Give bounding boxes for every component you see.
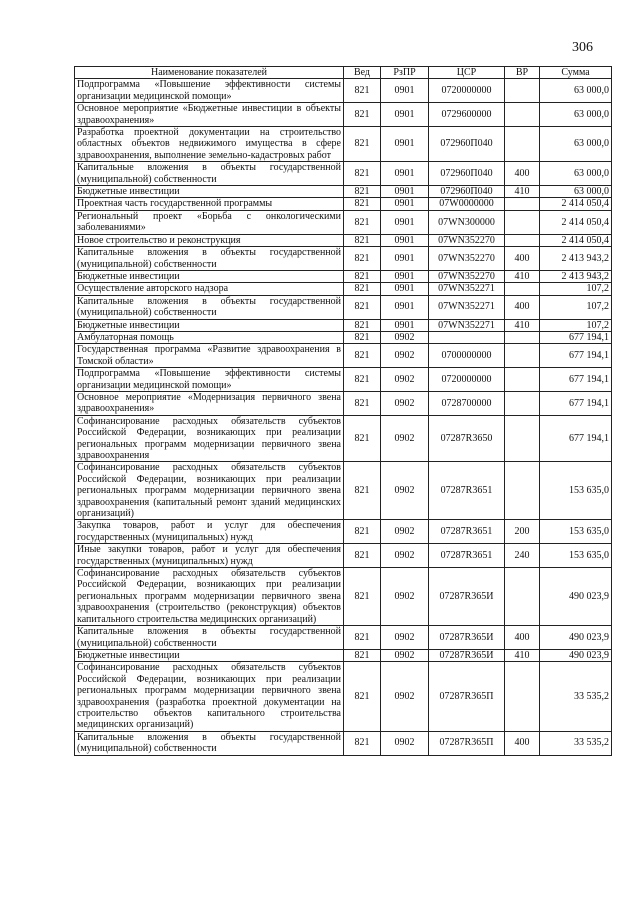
table-body [75, 79, 612, 755]
row-csr-cell: 07WN352271 [429, 295, 505, 319]
row-vr-cell: 240 [505, 544, 540, 568]
row-csr-cell: 07WN352271 [429, 283, 505, 295]
row-rzpr-cell: 0901 [381, 127, 429, 162]
row-vr-cell: 410 [505, 649, 540, 661]
row-vr-cell [505, 568, 540, 626]
table-row [75, 731, 612, 755]
row-name-cell: Подпрограмма «Повышение эффективности системы организации медицинской помощи» [75, 368, 344, 392]
row-sum-cell: 107,2 [540, 319, 612, 331]
row-name-cell: Бюджетные инвестиции [75, 649, 344, 661]
table-row [75, 210, 612, 234]
row-name-cell: Бюджетные инвестиции [75, 270, 344, 282]
row-name-cell: Капитальные вложения в объекты государственной (муниципальной) собственности [75, 626, 344, 650]
row-rzpr-cell: 0901 [381, 295, 429, 319]
row-ved-cell: 821 [344, 186, 381, 198]
row-sum-cell: 107,2 [540, 283, 612, 295]
row-name-cell: Основное мероприятие «Модернизация первичного звена здравоохранения» [75, 391, 344, 415]
row-sum-cell: 677 194,1 [540, 368, 612, 392]
table-row [75, 391, 612, 415]
row-rzpr-cell: 0901 [381, 234, 429, 246]
row-vr-cell: 400 [505, 731, 540, 755]
row-sum-cell: 2 413 943,2 [540, 270, 612, 282]
row-vr-cell: 410 [505, 270, 540, 282]
row-sum-cell: 63 000,0 [540, 103, 612, 127]
row-vr-cell [505, 79, 540, 103]
row-rzpr-cell: 0902 [381, 344, 429, 368]
table-row [75, 626, 612, 650]
row-csr-cell: 072960П040 [429, 162, 505, 186]
row-vr-cell: 410 [505, 186, 540, 198]
row-vr-cell [505, 368, 540, 392]
row-rzpr-cell: 0901 [381, 162, 429, 186]
header-name: Наименование показателей [75, 67, 344, 79]
row-sum-cell: 677 194,1 [540, 331, 612, 343]
table-row [75, 234, 612, 246]
table-row [75, 270, 612, 282]
table-row [75, 331, 612, 343]
row-csr-cell: 07W0000000 [429, 198, 505, 210]
row-sum-cell: 2 414 050,4 [540, 198, 612, 210]
row-name-cell: Осуществление авторского надзора [75, 283, 344, 295]
row-sum-cell: 677 194,1 [540, 344, 612, 368]
row-name-cell: Проектная часть государственной программы [75, 198, 344, 210]
row-rzpr-cell: 0902 [381, 368, 429, 392]
row-csr-cell: 0728700000 [429, 391, 505, 415]
row-rzpr-cell: 0902 [381, 626, 429, 650]
row-csr-cell: 07287R365И [429, 568, 505, 626]
row-csr-cell: 07WN352270 [429, 234, 505, 246]
row-name-cell: Бюджетные инвестиции [75, 319, 344, 331]
table-row [75, 283, 612, 295]
row-sum-cell: 2 413 943,2 [540, 247, 612, 271]
row-rzpr-cell: 0902 [381, 544, 429, 568]
row-vr-cell: 400 [505, 247, 540, 271]
row-sum-cell: 107,2 [540, 295, 612, 319]
row-rzpr-cell: 0902 [381, 662, 429, 731]
row-name-cell: Софинансирование расходных обязательств субъектов Российской Федерации, возникающих при реализации региональных программ модернизации первичного звена здравоохранения (капитальный ремонт зданий медицинских организаций) [75, 462, 344, 520]
row-name-cell: Закупка товаров, работ и услуг для обеспечения государственных (муниципальных) нужд [75, 520, 344, 544]
row-vr-cell: 410 [505, 319, 540, 331]
row-sum-cell: 2 414 050,4 [540, 210, 612, 234]
row-csr-cell: 07WN352271 [429, 319, 505, 331]
row-csr-cell: 07WN352270 [429, 270, 505, 282]
row-vr-cell [505, 103, 540, 127]
row-vr-cell [505, 391, 540, 415]
row-rzpr-cell: 0901 [381, 198, 429, 210]
table-row [75, 295, 612, 319]
row-csr-cell: 07287R365И [429, 649, 505, 661]
row-ved-cell: 821 [344, 649, 381, 661]
row-sum-cell: 153 635,0 [540, 462, 612, 520]
row-rzpr-cell: 0902 [381, 415, 429, 462]
table-row [75, 198, 612, 210]
row-csr-cell: 07WN300000 [429, 210, 505, 234]
row-rzpr-cell: 0901 [381, 210, 429, 234]
row-rzpr-cell: 0902 [381, 391, 429, 415]
row-csr-cell: 07287R3650 [429, 415, 505, 462]
row-name-cell: Разработка проектной документации на строительство областных объектов недвижимого имущества в сфере здравоохранения, выполнение земельно-кадастровых работ [75, 127, 344, 162]
table-row [75, 544, 612, 568]
row-ved-cell: 821 [344, 626, 381, 650]
row-name-cell: Софинансирование расходных обязательств субъектов Российской Федерации, возникающих при реализации региональных программ модернизации первичного звена здравоохранения (строительство (реконструкция) объектов капитального строительства медицинских организаций) [75, 568, 344, 626]
row-ved-cell: 821 [344, 662, 381, 731]
row-sum-cell: 63 000,0 [540, 127, 612, 162]
row-vr-cell [505, 198, 540, 210]
row-name-cell: Капитальные вложения в объекты государственной (муниципальной) собственности [75, 731, 344, 755]
row-vr-cell [505, 662, 540, 731]
row-vr-cell: 400 [505, 295, 540, 319]
row-rzpr-cell: 0901 [381, 79, 429, 103]
row-csr-cell: 07WN352270 [429, 247, 505, 271]
row-name-cell: Иные закупки товаров, работ и услуг для обеспечения государственных (муниципальных) нужд [75, 544, 344, 568]
header-sum: Сумма [540, 67, 612, 79]
row-ved-cell: 821 [344, 198, 381, 210]
row-csr-cell: 0700000000 [429, 344, 505, 368]
row-rzpr-cell: 0901 [381, 319, 429, 331]
row-rzpr-cell: 0902 [381, 649, 429, 661]
row-csr-cell: 07287R3651 [429, 544, 505, 568]
row-csr-cell: 0729600000 [429, 103, 505, 127]
row-name-cell: Бюджетные инвестиции [75, 186, 344, 198]
row-name-cell: Основное мероприятие «Бюджетные инвестиции в объекты здравоохранения» [75, 103, 344, 127]
row-rzpr-cell: 0901 [381, 103, 429, 127]
table-row [75, 662, 612, 731]
header-vr: ВР [505, 67, 540, 79]
header-ved: Вед [344, 67, 381, 79]
row-ved-cell: 821 [344, 331, 381, 343]
table-row [75, 568, 612, 626]
table-header [75, 67, 612, 79]
row-ved-cell: 821 [344, 127, 381, 162]
row-rzpr-cell: 0901 [381, 270, 429, 282]
row-sum-cell: 63 000,0 [540, 79, 612, 103]
row-ved-cell: 821 [344, 210, 381, 234]
row-sum-cell: 33 535,2 [540, 662, 612, 731]
row-sum-cell: 63 000,0 [540, 162, 612, 186]
row-sum-cell: 2 414 050,4 [540, 234, 612, 246]
row-sum-cell: 490 023,9 [540, 626, 612, 650]
row-sum-cell: 677 194,1 [540, 391, 612, 415]
header-row [75, 67, 612, 79]
row-sum-cell: 677 194,1 [540, 415, 612, 462]
row-csr-cell: 07287R3651 [429, 520, 505, 544]
row-rzpr-cell: 0901 [381, 186, 429, 198]
row-name-cell: Софинансирование расходных обязательств субъектов Российской Федерации, возникающих при реализации региональных программ модернизации первичного звена здравоохранения [75, 415, 344, 462]
row-csr-cell: 07287R365П [429, 662, 505, 731]
row-csr-cell: 07287R365И [429, 626, 505, 650]
row-ved-cell: 821 [344, 295, 381, 319]
row-sum-cell: 33 535,2 [540, 731, 612, 755]
row-name-cell: Новое строительство и реконструкция [75, 234, 344, 246]
row-name-cell: Капитальные вложения в объекты государственной (муниципальной) собственности [75, 295, 344, 319]
row-ved-cell: 821 [344, 79, 381, 103]
row-vr-cell [505, 331, 540, 343]
header-csr: ЦСР [429, 67, 505, 79]
table-row [75, 103, 612, 127]
row-rzpr-cell: 0901 [381, 247, 429, 271]
budget-table [74, 66, 612, 756]
table-row [75, 462, 612, 520]
row-rzpr-cell: 0902 [381, 731, 429, 755]
row-ved-cell: 821 [344, 103, 381, 127]
row-ved-cell: 821 [344, 520, 381, 544]
row-name-cell: Софинансирование расходных обязательств субъектов Российской Федерации, возникающих при реализации региональных программ модернизации первичного звена здравоохранения (разработка проектной документации на строительство объектов капитального строительства медицинских организаций) [75, 662, 344, 731]
table-row [75, 344, 612, 368]
table-row [75, 415, 612, 462]
row-rzpr-cell: 0902 [381, 331, 429, 343]
row-vr-cell [505, 234, 540, 246]
row-csr-cell: 0720000000 [429, 79, 505, 103]
row-rzpr-cell: 0902 [381, 568, 429, 626]
row-sum-cell: 153 635,0 [540, 544, 612, 568]
row-vr-cell: 400 [505, 626, 540, 650]
table-row [75, 520, 612, 544]
row-name-cell: Региональный проект «Борьба с онкологическими заболеваниями» [75, 210, 344, 234]
row-csr-cell [429, 331, 505, 343]
row-ved-cell: 821 [344, 462, 381, 520]
row-vr-cell [505, 344, 540, 368]
row-csr-cell: 072960П040 [429, 186, 505, 198]
row-ved-cell: 821 [344, 247, 381, 271]
row-csr-cell: 0720000000 [429, 368, 505, 392]
row-vr-cell [505, 283, 540, 295]
row-sum-cell: 490 023,9 [540, 568, 612, 626]
row-rzpr-cell: 0901 [381, 283, 429, 295]
row-csr-cell: 07287R365П [429, 731, 505, 755]
row-name-cell: Капитальные вложения в объекты государственной (муниципальной) собственности [75, 247, 344, 271]
row-ved-cell: 821 [344, 368, 381, 392]
row-ved-cell: 821 [344, 568, 381, 626]
row-ved-cell: 821 [344, 234, 381, 246]
row-ved-cell: 821 [344, 731, 381, 755]
row-ved-cell: 821 [344, 162, 381, 186]
table-row [75, 127, 612, 162]
row-name-cell: Амбулаторная помощь [75, 331, 344, 343]
page-number: 306 [572, 40, 593, 55]
row-vr-cell [505, 415, 540, 462]
row-name-cell: Подпрограмма «Повышение эффективности системы организации медицинской помощи» [75, 79, 344, 103]
row-ved-cell: 821 [344, 319, 381, 331]
row-rzpr-cell: 0902 [381, 520, 429, 544]
header-rzpr: РзПР [381, 67, 429, 79]
row-sum-cell: 153 635,0 [540, 520, 612, 544]
row-vr-cell [505, 127, 540, 162]
row-csr-cell: 07287R3651 [429, 462, 505, 520]
row-name-cell: Государственная программа «Развитие здравоохранения в Томской области» [75, 344, 344, 368]
row-vr-cell: 200 [505, 520, 540, 544]
row-ved-cell: 821 [344, 270, 381, 282]
row-ved-cell: 821 [344, 391, 381, 415]
table-row [75, 162, 612, 186]
row-ved-cell: 821 [344, 415, 381, 462]
table-row [75, 186, 612, 198]
table-row [75, 247, 612, 271]
table-row [75, 79, 612, 103]
row-sum-cell: 63 000,0 [540, 186, 612, 198]
table-row [75, 368, 612, 392]
row-vr-cell [505, 210, 540, 234]
row-name-cell: Капитальные вложения в объекты государственной (муниципальной) собственности [75, 162, 344, 186]
row-sum-cell: 490 023,9 [540, 649, 612, 661]
row-csr-cell: 072960П040 [429, 127, 505, 162]
row-ved-cell: 821 [344, 283, 381, 295]
row-ved-cell: 821 [344, 544, 381, 568]
table-row [75, 319, 612, 331]
row-rzpr-cell: 0902 [381, 462, 429, 520]
table-row [75, 649, 612, 661]
row-vr-cell [505, 462, 540, 520]
row-vr-cell: 400 [505, 162, 540, 186]
row-ved-cell: 821 [344, 344, 381, 368]
